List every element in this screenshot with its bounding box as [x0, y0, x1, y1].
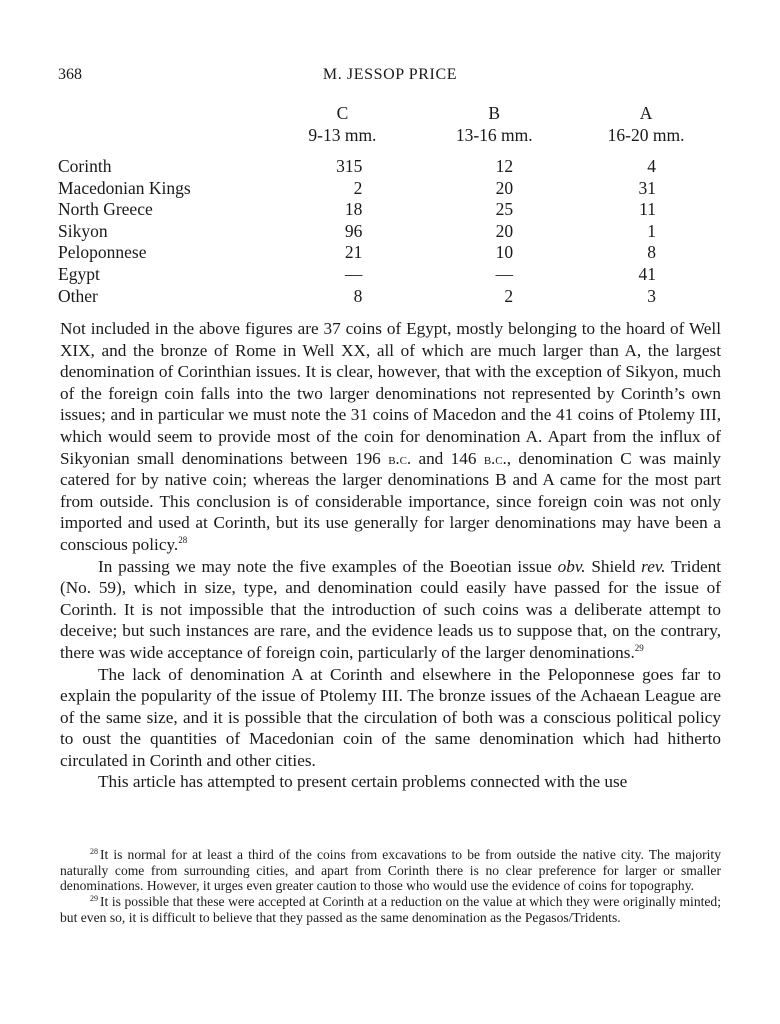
count-b: 10 — [495, 242, 514, 263]
count-b: 20 — [495, 220, 514, 241]
region-label: Sikyon — [58, 220, 108, 241]
table-row — [58, 286, 722, 308]
paragraph-text: and 146 — [418, 448, 477, 468]
paragraph — [60, 318, 721, 556]
count-c: 2 — [353, 177, 363, 198]
count-c: 18 — [344, 199, 363, 220]
column-header-letter: C — [336, 103, 349, 123]
count-a: 11 — [639, 199, 656, 220]
region-label: Peloponnese — [58, 242, 147, 263]
count-a: 4 — [647, 156, 656, 176]
paragraph: The lack of denomination A at Corinth and elsewhere in the Peloponnese goes far to explain the popularity of the issue of Ptolemy III. The bronze issues of the Achaean League are of the same size, and it is possible that the circulation of both was a conscious political policy to oust the quantities of Macedonian coin of the same denomination which had hitherto circulated in Corinth and other cities. — [60, 664, 721, 770]
table-row — [58, 221, 722, 243]
paragraph-text: , denomination C was mainly catered for by native coin; whereas the larger denominations B and A came for the most part from outside. This conclusion is of considerable importance, since foreign coin was not only imported and used at Corinth, but its use generally for larger denominations may have been a conscious policy. — [60, 448, 722, 554]
count-c: 21 — [344, 242, 363, 263]
italic-term: obv. — [557, 556, 586, 576]
column-header-size: 9-13 mm. — [308, 125, 377, 145]
footnote-reference[interactable]: 29 — [634, 642, 644, 653]
region-label: North Greece — [58, 199, 153, 220]
region-label: Egypt — [58, 263, 100, 284]
footnote — [60, 894, 721, 925]
count-c: 96 — [344, 220, 363, 241]
region-label: Other — [58, 285, 98, 306]
count-a: 31 — [638, 177, 656, 198]
era-abbreviation: b.c. — [388, 448, 412, 468]
count-c: 315 — [336, 156, 363, 176]
coin-denomination-table — [58, 102, 722, 307]
italic-term: rev. — [641, 556, 666, 576]
count-b: 12 — [495, 156, 514, 176]
era-abbreviation: b.c. — [483, 448, 507, 468]
paragraph-text: In passing we may note the five examples of the Boeotian issue — [98, 556, 552, 576]
paragraph: This article has attempted to present certain problems connected with the use — [98, 772, 628, 792]
table-row — [58, 156, 722, 178]
paragraph-text: Not included in the above figures are 37 coins of Egypt, mostly belonging to the hoard of Well XIX, and the bronze of Rome in Well XX, all of which are much larger than A, the largest denomination of Corinthian issues. It is clear, however, that with the exception of Sikyon, much of the foreign coin falls into the two larger denominations not represented by Corinth’s own issues; and in particular we must note the 31 coins of Macedon and the 41 coins of Ptolemy III, which would seem to provide most of the coin for denomination A. Apart from the influx of Sikyonian small denominations between 196 — [60, 319, 721, 468]
paragraph-text: Shield — [591, 556, 636, 576]
footnote-number: 28 — [90, 847, 98, 856]
table-row — [58, 199, 722, 221]
count-a: 1 — [647, 220, 656, 241]
footnote — [60, 847, 721, 894]
table-row — [58, 242, 722, 264]
count-c: 8 — [353, 285, 363, 306]
paragraph — [60, 556, 721, 664]
count-b: 20 — [495, 177, 514, 198]
column-header-size: 16-20 mm. — [607, 125, 685, 145]
footnote-text: It is possible that these were accepted at Corinth at a reduction on the value at which they were originally minted; but even so, it is difficult to believe that they passed as the same denomination as the Pegasos/Tridents. — [60, 894, 721, 925]
region-label: Macedonian Kings — [58, 177, 191, 198]
count-b: — — [495, 263, 514, 284]
footnote-number: 29 — [90, 894, 98, 904]
column-header-size: 13-16 mm. — [455, 125, 533, 145]
count-a: 41 — [638, 263, 656, 284]
footnote-reference[interactable]: 28 — [178, 534, 188, 545]
count-c: — — [344, 263, 363, 284]
table-row — [58, 264, 722, 286]
page-number: 368 — [58, 66, 82, 83]
footnotes — [60, 847, 721, 926]
count-a: 8 — [647, 242, 656, 263]
column-header-letter: B — [488, 103, 501, 123]
count-b: 25 — [495, 199, 514, 220]
article-body — [60, 318, 721, 793]
footnote-text: It is normal for at least a third of the coins from excavations to be from outside the native city. The majority naturally come from surrounding cities, and apart from Corinth there is no clear preference for larger or smaller denominations. However, it urges even greater caution to those who would use the evidence of coins for topography. — [60, 847, 721, 894]
count-a: 3 — [647, 285, 656, 306]
region-label: Corinth — [58, 156, 112, 176]
running-head: M. JESSOP PRICE — [322, 66, 458, 83]
table-row — [58, 178, 722, 200]
paragraph-text: Trident (No. 59), which in size, type, and denomination could easily have passed for the issue of Corinth. It is not impossible that the introduction of such coins was a deliberate attempt to deceive; but such instances are rare, and the evidence leads us to suppose that, on the contrary, there was wide acceptance of foreign coin, particularly of the larger denominations. — [60, 556, 722, 662]
count-b: 2 — [504, 285, 514, 306]
column-header-letter: A — [639, 103, 653, 123]
